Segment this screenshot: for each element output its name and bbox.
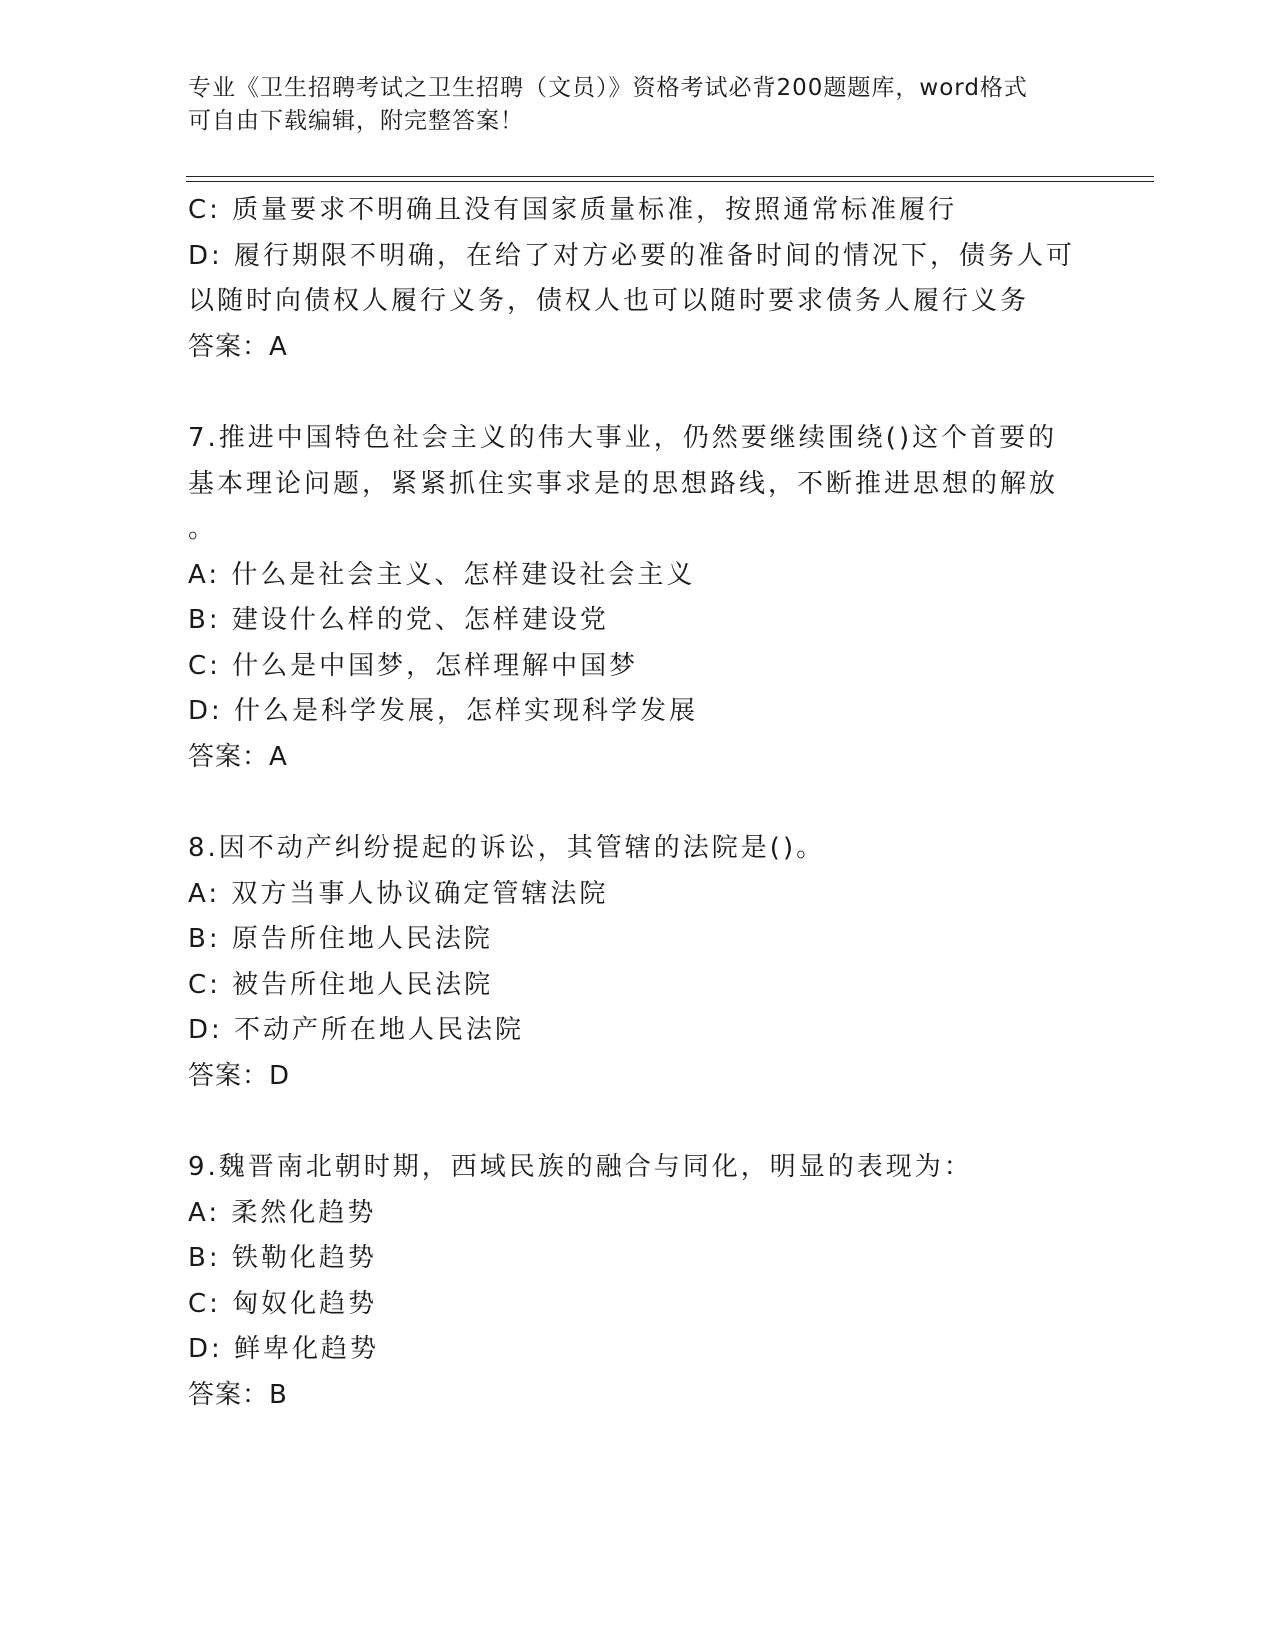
spacer xyxy=(188,780,1088,826)
q6-option-d-line-1: D: 履行期限不明确，在给了对方必要的准备时间的情况下，债务人可 xyxy=(188,240,1076,271)
question-6-tail xyxy=(188,188,1088,370)
page-header xyxy=(188,72,1068,138)
q7-option-a: A: 什么是社会主义、怎样建设社会主义 xyxy=(188,559,696,590)
q9-option-d: D: 鲜卑化趋势 xyxy=(188,1334,380,1364)
header-divider-bottom xyxy=(186,181,1154,182)
q7-option-b: B: 建设什么样的党、怎样建设党 xyxy=(188,605,609,635)
question-8 xyxy=(188,826,1088,1099)
q8-stem: 8.因不动产纠纷提起的诉讼，其管辖的法院是()。 xyxy=(188,833,826,863)
header-line-1: 专业《卫生招聘考试之卫生招聘（文员）》资格考试必背200题题库，word格式 xyxy=(188,75,1028,101)
header-divider-top xyxy=(186,176,1154,177)
q7-stem-line-1: 7.推进中国特色社会主义的伟大事业，仍然要继续围绕()这个首要的 xyxy=(188,423,1058,453)
question-list xyxy=(188,188,1088,1418)
q7-stem-line-2: 基本理论问题，紧紧抓住实事求是的思想路线，不断推进思想的解放 xyxy=(188,468,1059,499)
q8-option-c: C: 被告所住地人民法院 xyxy=(188,969,494,1000)
question-7 xyxy=(188,416,1088,780)
q6-option-c: C: 质量要求不明确且没有国家质量标准，按照通常标准履行 xyxy=(188,195,958,225)
q9-stem: 9.魏晋南北朝时期，西域民族的融合与同化，明显的表现为： xyxy=(188,1152,973,1182)
q7-answer: 答案：A xyxy=(188,741,288,772)
q8-option-a: A: 双方当事人协议确定管辖法院 xyxy=(188,878,609,909)
q7-option-d: D: 什么是科学发展，怎样实现科学发展 xyxy=(188,696,699,726)
q7-stem-line-3: 。 xyxy=(188,514,218,544)
q6-option-d-line-2: 以随时向债权人履行义务，债权人也可以随时要求债务人履行义务 xyxy=(188,286,1030,316)
spacer xyxy=(188,370,1088,416)
header-line-2: 可自由下载编辑，附完整答案！ xyxy=(188,108,524,134)
question-9 xyxy=(188,1145,1088,1418)
q9-option-c: C: 匈奴化趋势 xyxy=(188,1288,378,1319)
spacer xyxy=(188,1099,1088,1145)
q7-option-c: C: 什么是中国梦，怎样理解中国梦 xyxy=(188,650,639,681)
q9-option-a: A: 柔然化趋势 xyxy=(188,1197,377,1228)
q8-option-d: D: 不动产所在地人民法院 xyxy=(188,1015,525,1045)
q9-option-b: B: 铁勒化趋势 xyxy=(188,1243,377,1273)
q8-answer: 答案：D xyxy=(188,1060,291,1091)
q9-answer: 答案：B xyxy=(188,1379,288,1410)
q8-option-b: B: 原告所住地人民法院 xyxy=(188,924,493,954)
q6-answer: 答案：A xyxy=(188,331,288,362)
